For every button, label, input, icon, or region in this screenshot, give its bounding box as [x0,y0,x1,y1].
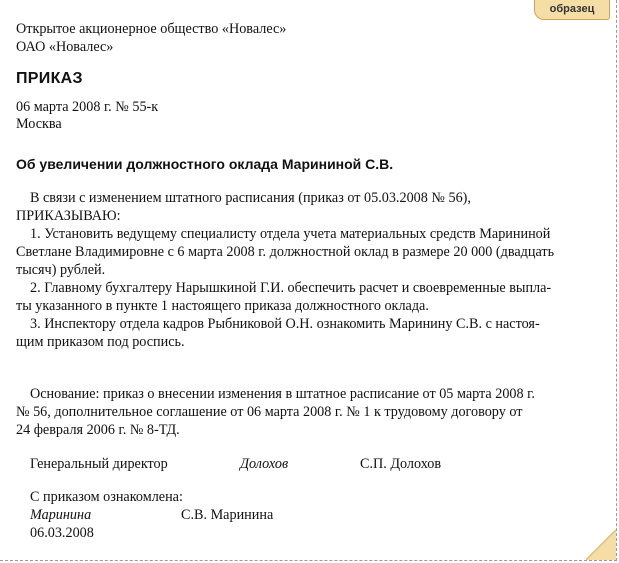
director-name: С.П. Долохов [360,456,442,472]
order-subject: Об увеличении должностного оклада Марининой С.В. [16,156,394,172]
item-1-line: тысяч) рублей. [16,262,106,278]
item-1-line: 1. Установить ведущему специалисту отдела учета материальных средств Марининой [30,226,551,242]
order-title: ПРИКАЗ [16,70,83,87]
acknowledgement-label: С приказом ознакомлена: [30,489,183,505]
employee-name: С.В. Маринина [181,507,274,523]
director-signature: Долохов [240,456,289,472]
basis-line: 24 февраля 2006 г. № 8-ТД. [16,422,180,438]
item-3-line: щим приказом под роспись. [16,334,185,350]
page-corner-fold [586,530,616,560]
organization-short-name: ОАО «Новалес» [16,39,114,55]
order-directive: ПРИКАЗЫВАЮ: [16,208,121,224]
basis-line: № 56, дополнительное соглашение от 06 марта 2008 г. № 1 к трудовому договору от [16,404,523,420]
signer-position: Генеральный директор [30,456,168,472]
order-city: Москва [16,116,62,132]
item-2-line: 2. Главному бухгалтеру Нарышкиной Г.И. обеспечить расчет и своевременные выпла- [30,280,552,296]
item-2-line: ты указанного в пункте 1 настоящего приказа должностного оклада. [16,298,429,314]
sample-tab: образец [534,0,610,20]
item-3-line: 3. Инспектору отдела кадров Рыбниковой О.Н. ознакомить Маринину С.В. с настоя- [30,316,540,332]
organization-full-name: Открытое акционерное общество «Новалес» [16,21,287,37]
acknowledgement-date: 06.03.2008 [30,525,94,541]
item-1-line: Светлане Владимировне с 6 марта 2008 г. должностной оклад в размере 20 000 (двадцать [16,244,555,260]
intro-line: В связи с изменением штатного расписания (приказ от 05.03.2008 № 56), [30,190,471,206]
basis-line: Основание: приказ о внесении изменения в штатное расписание от 05 марта 2008 г. [30,386,535,402]
order-date-number: 06 марта 2008 г. № 55-к [16,99,159,115]
employee-signature: Маринина [30,507,92,523]
